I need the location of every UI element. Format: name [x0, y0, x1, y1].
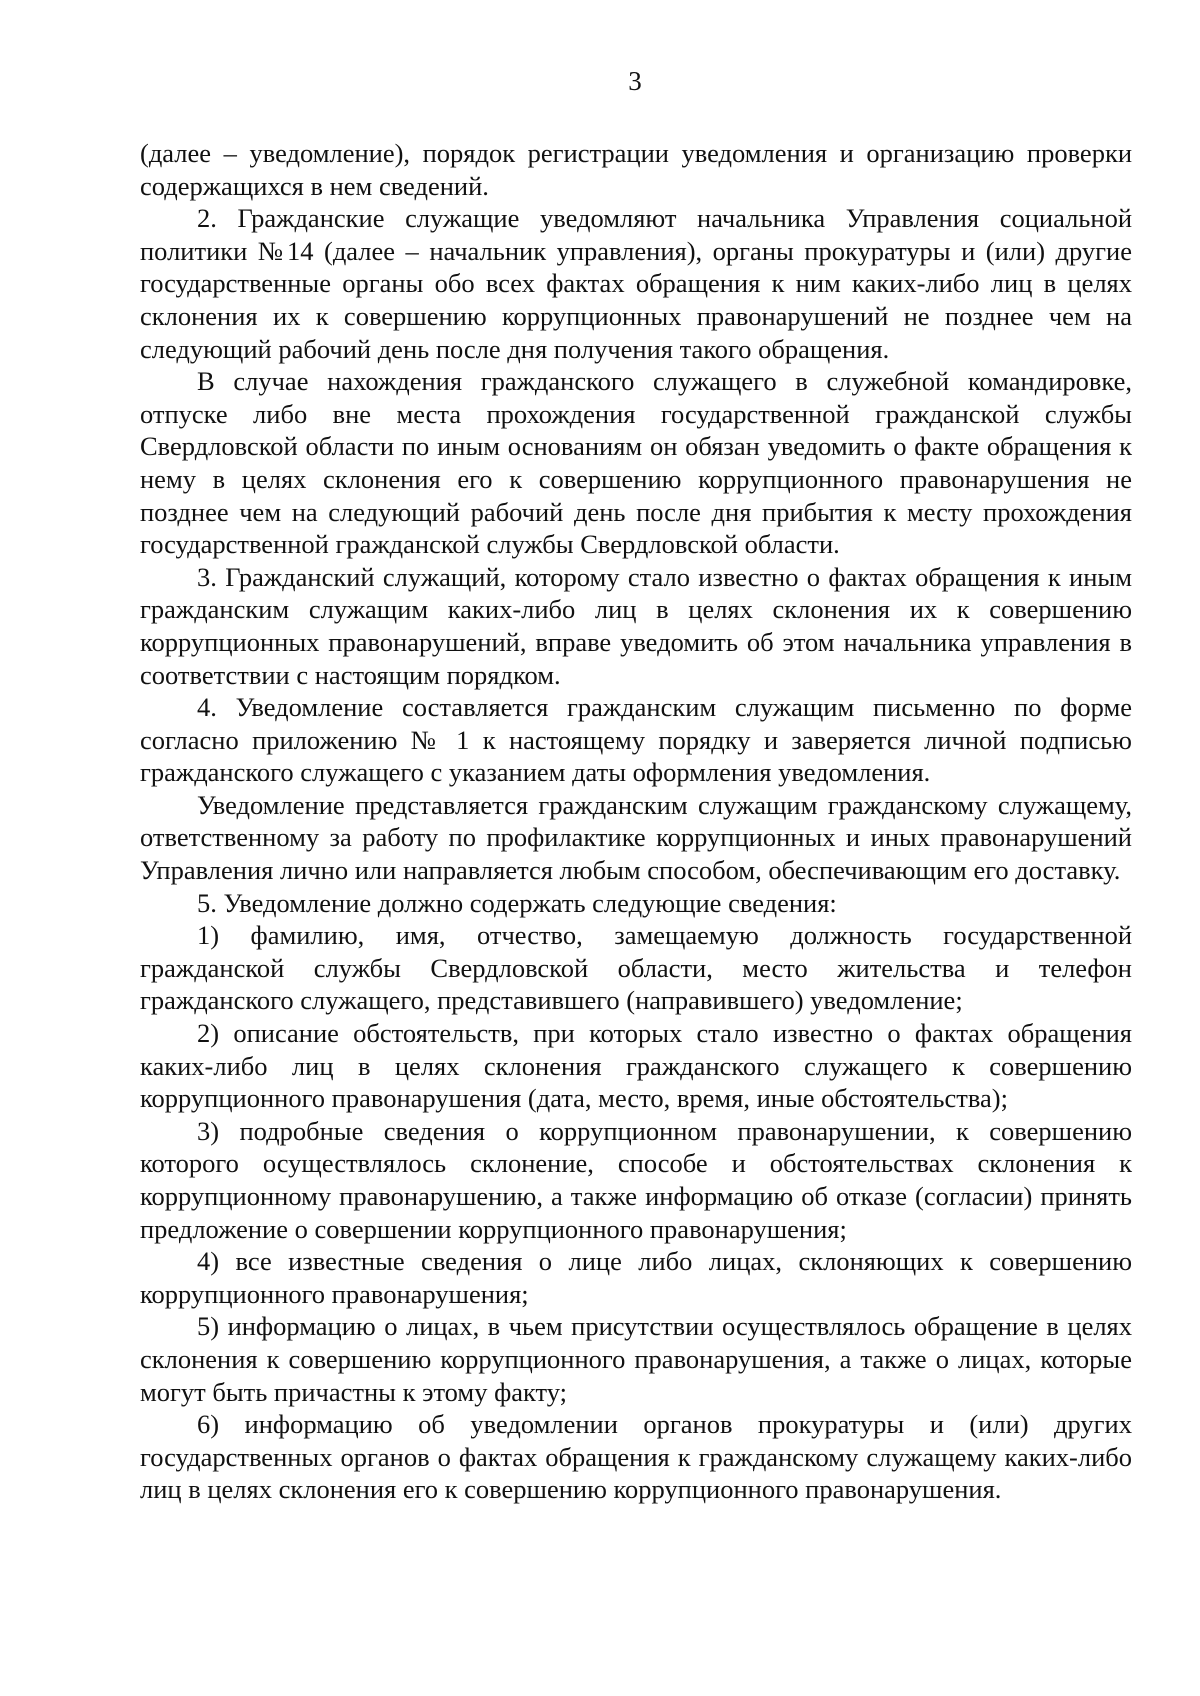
paragraph: В случае нахождения гражданского служащего в служебной командировке, отпуске либо вне места прохождения государственной гражданской службы Свердловской области по иным основаниям он обязан уведомить о факте обращения к нему в целях склонения его к совершению коррупционного правонарушения не позднее чем на следующий рабочий день после дня прибытия к месту прохождения государственной гражданской службы Свердловской области. [140, 366, 1132, 560]
paragraph: 2. Гражданские служащие уведомляют начальника Управления социальной политики №14 (далее – начальник управления), органы прокуратуры и (или) другие государственные органы обо всех фактах обращения к ним каких-либо лиц в целях склонения их к совершению коррупционных правонарушений не позднее чем на следующий рабочий день после дня получения такого обращения. [140, 203, 1132, 364]
paragraph: 5) информацию о лицах, в чьем присутствии осуществлялось обращение в целях склонения к совершению коррупционного правонарушения, а также о лицах, которые могут быть причастны к этому факту; [140, 1311, 1132, 1407]
page-number: 3 [628, 66, 642, 96]
paragraph: 1) фамилию, имя, отчество, замещаемую должность государственной гражданской службы Свердловской области, место жительства и телефон гражданского служащего, представившего (направившего) уведомление; [140, 920, 1132, 1016]
paragraph: 4. Уведомление составляется гражданским служащим письменно по форме согласно приложению № 1 к настоящему порядку и заверяется личной подписью гражданского служащего с указанием даты оформления уведомления. [140, 692, 1132, 788]
paragraph: (далее – уведомление), порядок регистрации уведомления и организацию проверки содержащихся в нем сведений. [140, 138, 1132, 201]
paragraph: Уведомление представляется гражданским служащим гражданскому служащему, ответственному за работу по профилактике коррупционных и иных правонарушений Управления лично или направляется любым способом, обеспечивающим его доставку. [140, 789, 1132, 886]
paragraph: 2) описание обстоятельств, при которых стало известно о фактах обращения каких-либо лиц в целях склонения гражданского служащего к совершению коррупционного правонарушения (дата, место, время, иные обстоятельства); [140, 1018, 1132, 1114]
document-body [140, 137, 1132, 1506]
paragraph: 5. Уведомление должно содержать следующие сведения: [197, 887, 837, 918]
paragraph: 3. Гражданский служащий, которому стало известно о фактах обращения к иным гражданским служащим каких-либо лиц в целях склонения их к совершению коррупционных правонарушений, вправе уведомить об этом начальника управления в соответствии с настоящим порядком. [140, 561, 1132, 690]
paragraph: 3) подробные сведения о коррупционном правонарушении, к совершению которого осуществлялось склонение, способе и обстоятельствах склонения к коррупционному правонарушению, а также информацию об отказе (согласии) принять предложение о совершении коррупционного правонарушения; [140, 1115, 1132, 1244]
paragraph: 6) информацию об уведомлении органов прокуратуры и (или) других государственных органов о фактах обращения к гражданскому служащему каких-либо лиц в целях склонения его к совершению коррупционного правонарушения. [140, 1409, 1132, 1505]
paragraph: 4) все известные сведения о лице либо лицах, склоняющих к совершению коррупционного правонарушения; [140, 1246, 1132, 1309]
